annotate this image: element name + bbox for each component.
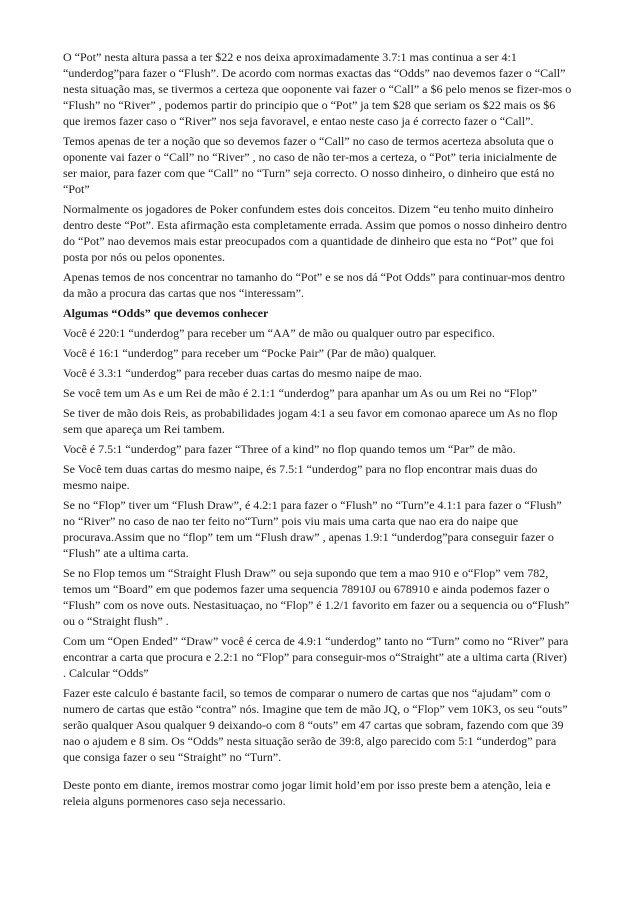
paragraph-odds-suited: Você é 3.3:1 “underdog” para receber duas cartas do mesmo naipe de mao. bbox=[63, 366, 422, 380]
paragraph-odds-open-ended: Com um “Open Ended” “Draw” você é cerca de 4.9:1 “underdog” tanto no “Turn” como no “River” para encontrar a carta que procura e 2.2:1 no “Flop” para conseguir-mos o“Straight” ate a ultima carta (River) . Calcular “Odds” bbox=[63, 634, 569, 680]
paragraph-outs-calculation: Fazer este calculo é bastante facil, so temos de comparar o numero de cartas que nos “ajudam” com o numero de cartas que estão “contra” nós. Imagine que tem de mão JQ, o “Flop” vem 10K3, os seu “outs” serão qualquer Asou qualquer 9 deixando-o com 8 “outs” em 47 cartas que sobram, fazendo com que 39 nao o ajudem e 8 sim. Os “Odds” nesta situação serão de 39:8, algo parecido com 5:1 “underdog” para que consiga fazer o seu “Straight” no “Turn”. bbox=[63, 686, 568, 764]
paragraph-odds-same-suit-flop: Se Você tem duas cartas do mesmo naipe, és 7.5:1 “underdog” para no flop encontrar mais duas do mesmo naipe. bbox=[63, 462, 538, 492]
paragraph-call-certainty: Temos apenas de ter a noção que so devemos fazer o “Call” no caso de termos acerteza absoluta que o oponente vai fazer o “Call” no “River” , no caso de não ter-mos a certeza, o “Pot” teria inicialmente de ser maior, para fazer com que “Call” no “Turn” seja correcto. O nosso dinheiro, o dinheiro que está no “Pot” bbox=[63, 134, 557, 196]
paragraph-pot-size: Apenas temos de nos concentrar no tamanho do “Pot” e se nos dá “Pot Odds” para continuar-mos dentro da mão a procura das cartas que nos “interessam”. bbox=[63, 270, 565, 300]
paragraph-pot-odds-intro: O “Pot” nesta altura passa a ter $22 e nos deixa aproximadamente 3.7:1 mas continua a ser 4:1 “underdog”para fazer o “Flush”. De acordo com normas exactas das “Odds” nao devemos fazer o “Call” nesta situação mas, se tivermos a certeza que ooponente vai fazer o “Call” a $6 pelo menos se fizer-mos o “Flush” no “River” , podemos partir do principio que o “Pot” ja tem $28 que seriam os $22 mais os $6 que iremos fazer caso o “River” nos seja favoravel, e entao neste caso ja é correcto fazer o “Call”. bbox=[63, 50, 572, 128]
paragraph-odds-ak: Se você tem um As e um Rei de mão é 2.1:1 “underdog” para apanhar um As ou um Rei no “Flop” bbox=[63, 386, 537, 400]
paragraph-odds-three-of-a-kind: Você é 7.5:1 “underdog” para fazer “Three of a kind” no flop quando temos um “Par” de mão. bbox=[63, 442, 516, 456]
paragraph-odds-pocket-pair: Você é 16:1 “underdog” para receber um “Pocke Pair” (Par de mão) qualquer. bbox=[63, 346, 437, 360]
paragraph-odds-flush-draw: Se no “Flop” tiver um “Flush Draw”, é 4.2:1 para fazer o “Flush” no “Turn”e 4.1:1 para fazer o “Flush” no “River” no caso de nao ter feito no“Turn” pois viu mais uma carta que nao era do naipe que procurava.Assim que no “flop” tem um “Flush draw” , apenas 1.9:1 “underdog”para conseguir fazer o “Flush” ate a ultima carta. bbox=[63, 498, 562, 560]
paragraph-odds-straight-flush-draw: Se no Flop temos um “Straight Flush Draw” ou seja supondo que tem a mao 910 e o“Flop” vem 782, temos um “Board” em que podemos fazer uma sequencia 78910J ou 678910 e ainda podemos fazer o “Flush” com os nove outs. Nestasituaçao, no “Flop” é 1.2/1 favorito em fazer ou a sequencia ou o“Flush” ou o “Straight flush” . bbox=[63, 566, 570, 628]
paragraph-limit-holdem-intro: Deste ponto em diante, iremos mostrar como jogar limit hold’em por isso preste bem a atenção, leia e releia alguns pormenores caso seja necessario. bbox=[63, 778, 551, 808]
paragraph-odds-kk: Se tiver de mão dois Reis, as probabilidades jogam 4:1 a seu favor em comonao aparece um As no flop sem que apareça um Rei tambem. bbox=[63, 406, 558, 436]
section-heading-odds: Algumas “Odds” que devemos conhecer bbox=[63, 306, 269, 320]
paragraph-odds-aa: Você é 220:1 “underdog” para receber um “AA” de mão ou qualquer outro par especifico. bbox=[63, 326, 495, 340]
paragraph-money-in-pot: Normalmente os jogadores de Poker confundem estes dois conceitos. Dizem “eu tenho muito dinheiro dentro deste “Pot”. Esta afirmação esta completamente errada. Assim que pomos o nosso dinheiro dentro do “Pot” nao devemos mais estar preocupados com a quantidade de dinheiro que esta no “Pot” que foi posta por nós ou pelos oponentes. bbox=[63, 202, 567, 264]
